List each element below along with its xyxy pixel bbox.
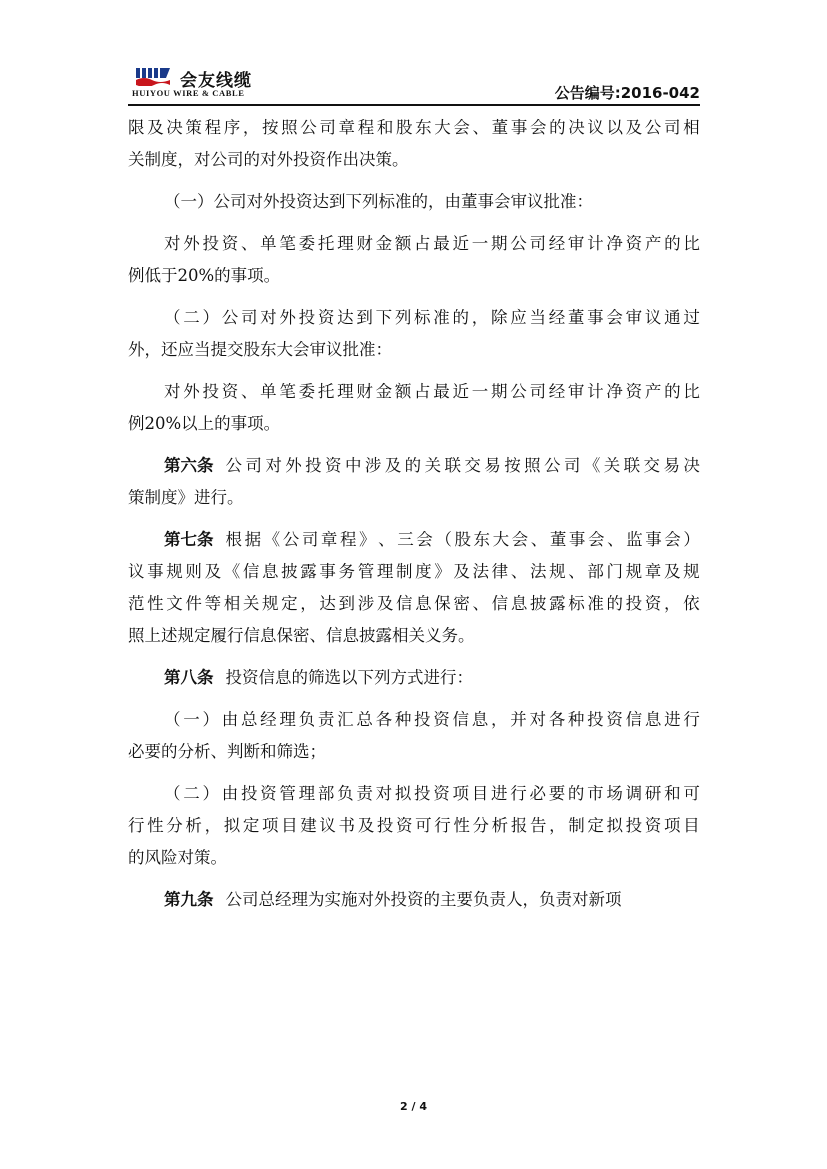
paragraph [128, 524, 700, 652]
paragraph [128, 778, 700, 874]
text-line [128, 778, 700, 810]
line-text: 议 事 规 则 及 《 信 息 披 露 事 务 管 理 制 度 》 及 法 律 、 法 规 、 部 门 规 章 及 规 [128, 562, 700, 581]
article-number: 第八条 [164, 668, 214, 687]
paragraph-gap [128, 874, 700, 884]
line-text: 根 据 《 公 司 章 程 》 、 三 会 （ 股 东 大 会 、 董 事 会 、 监 事 会 ） [225, 530, 700, 549]
line-text: （一）公司对外投资达到下列标准的，由董事会审议批准： [164, 192, 593, 211]
text-line [128, 556, 700, 588]
paragraph [128, 228, 700, 292]
paragraph-gap [128, 292, 700, 302]
line-text: （ 一 ） 由 总 经 理 负 责 汇 总 各 种 投 资 信 息 ， 并 对 各 种 投 资 信 息 进 行 [164, 710, 700, 729]
page-number: 2 / 4 [400, 1100, 427, 1113]
text-line [128, 620, 700, 652]
text-line [128, 334, 700, 366]
paragraph-gap [128, 218, 700, 228]
text-line [128, 376, 700, 408]
text-line [128, 588, 700, 620]
text-line [128, 842, 700, 874]
line-text: 照上述规定履行信息保密、信息披露相关义务。 [128, 626, 475, 645]
paragraph-gap [128, 176, 700, 186]
text-line [128, 228, 700, 260]
text-line [128, 450, 700, 482]
text-line [128, 186, 700, 218]
line-text: （ 二 ） 由 投 资 管 理 部 负 责 对 拟 投 资 项 目 进 行 必 要 的 市 场 调 研 和 可 [164, 784, 700, 803]
logo-mark-icon [136, 66, 170, 86]
text-line [128, 144, 700, 176]
line-text: 投资信息的筛选以下列方式进行： [225, 668, 473, 687]
line-text: 对 外 投 资 、 单 笔 委 托 理 财 金 额 占 最 近 一 期 公 司 经 审 计 净 资 产 的 比 [164, 234, 700, 253]
line-text: 必要的分析、判断和筛选； [128, 742, 326, 761]
text-line [128, 112, 700, 144]
line-text: （ 二 ） 公 司 对 外 投 资 达 到 下 列 标 准 的 ， 除 应 当 经 董 事 会 审 议 通 过 [164, 308, 700, 327]
line-text: 范 性 文 件 等 相 关 规 定 ， 达 到 涉 及 信 息 保 密 、 信 息 披 露 标 准 的 投 资 ， 依 [128, 594, 700, 613]
article-number: 第七条 [164, 530, 214, 549]
paragraph [128, 302, 700, 366]
paragraph [128, 884, 700, 916]
line-text: 例20%以上的事项。 [128, 414, 281, 433]
text-line [128, 482, 700, 514]
line-text: 例低于20%的事项。 [128, 266, 281, 285]
paragraph-gap [128, 366, 700, 376]
line-text: 的风险对策。 [128, 848, 227, 867]
article-number: 第九条 [164, 890, 214, 909]
text-line [128, 260, 700, 292]
document-body [128, 112, 700, 916]
line-text: 公 司 对 外 投 资 中 涉 及 的 关 联 交 易 按 照 公 司 《 关 联 交 易 决 [225, 456, 700, 475]
paragraph-gap [128, 768, 700, 778]
text-line [128, 302, 700, 334]
paragraph [128, 186, 700, 218]
paragraph-gap [128, 652, 700, 662]
text-line [128, 408, 700, 440]
paragraph-gap [128, 694, 700, 704]
text-line [128, 736, 700, 768]
paragraph [128, 662, 700, 694]
page-header [128, 62, 700, 106]
paragraph-gap [128, 514, 700, 524]
line-text: 行 性 分 析 ， 拟 定 项 目 建 议 书 及 投 资 可 行 性 分 析 报 告 ， 制 定 拟 投 资 项 目 [128, 816, 700, 835]
text-line [128, 662, 700, 694]
text-line [128, 524, 700, 556]
paragraph [128, 704, 700, 768]
text-line [128, 704, 700, 736]
paragraph [128, 450, 700, 514]
line-text: 关制度，对公司的对外投资作出决策。 [128, 150, 409, 169]
text-line [128, 884, 700, 916]
line-text: 外，还应当提交股东大会审议批准： [128, 340, 392, 359]
text-line [128, 810, 700, 842]
paragraph [128, 376, 700, 440]
paragraph [128, 112, 700, 176]
logo-chinese-name: 会友线缆 [180, 71, 252, 91]
line-text: 对 外 投 资 、 单 笔 委 托 理 财 金 额 占 最 近 一 期 公 司 经 审 计 净 资 产 的 比 [164, 382, 700, 401]
paragraph-gap [128, 440, 700, 450]
line-text: 公司总经理为实施对外投资的主要负责人，负责对新项 [225, 890, 622, 909]
article-number: 第六条 [164, 456, 214, 475]
announcement-number: 公告编号:2016-042 [554, 84, 700, 102]
line-text: 策制度》进行。 [128, 488, 244, 507]
header-divider [128, 104, 700, 106]
line-text: 限 及 决 策 程 序 ， 按 照 公 司 章 程 和 股 东 大 会 、 董 事 会 的 决 议 以 及 公 司 相 [128, 118, 700, 137]
company-logo [128, 62, 328, 102]
logo-english-name: HUIYOU WIRE & CABLE [132, 88, 245, 98]
